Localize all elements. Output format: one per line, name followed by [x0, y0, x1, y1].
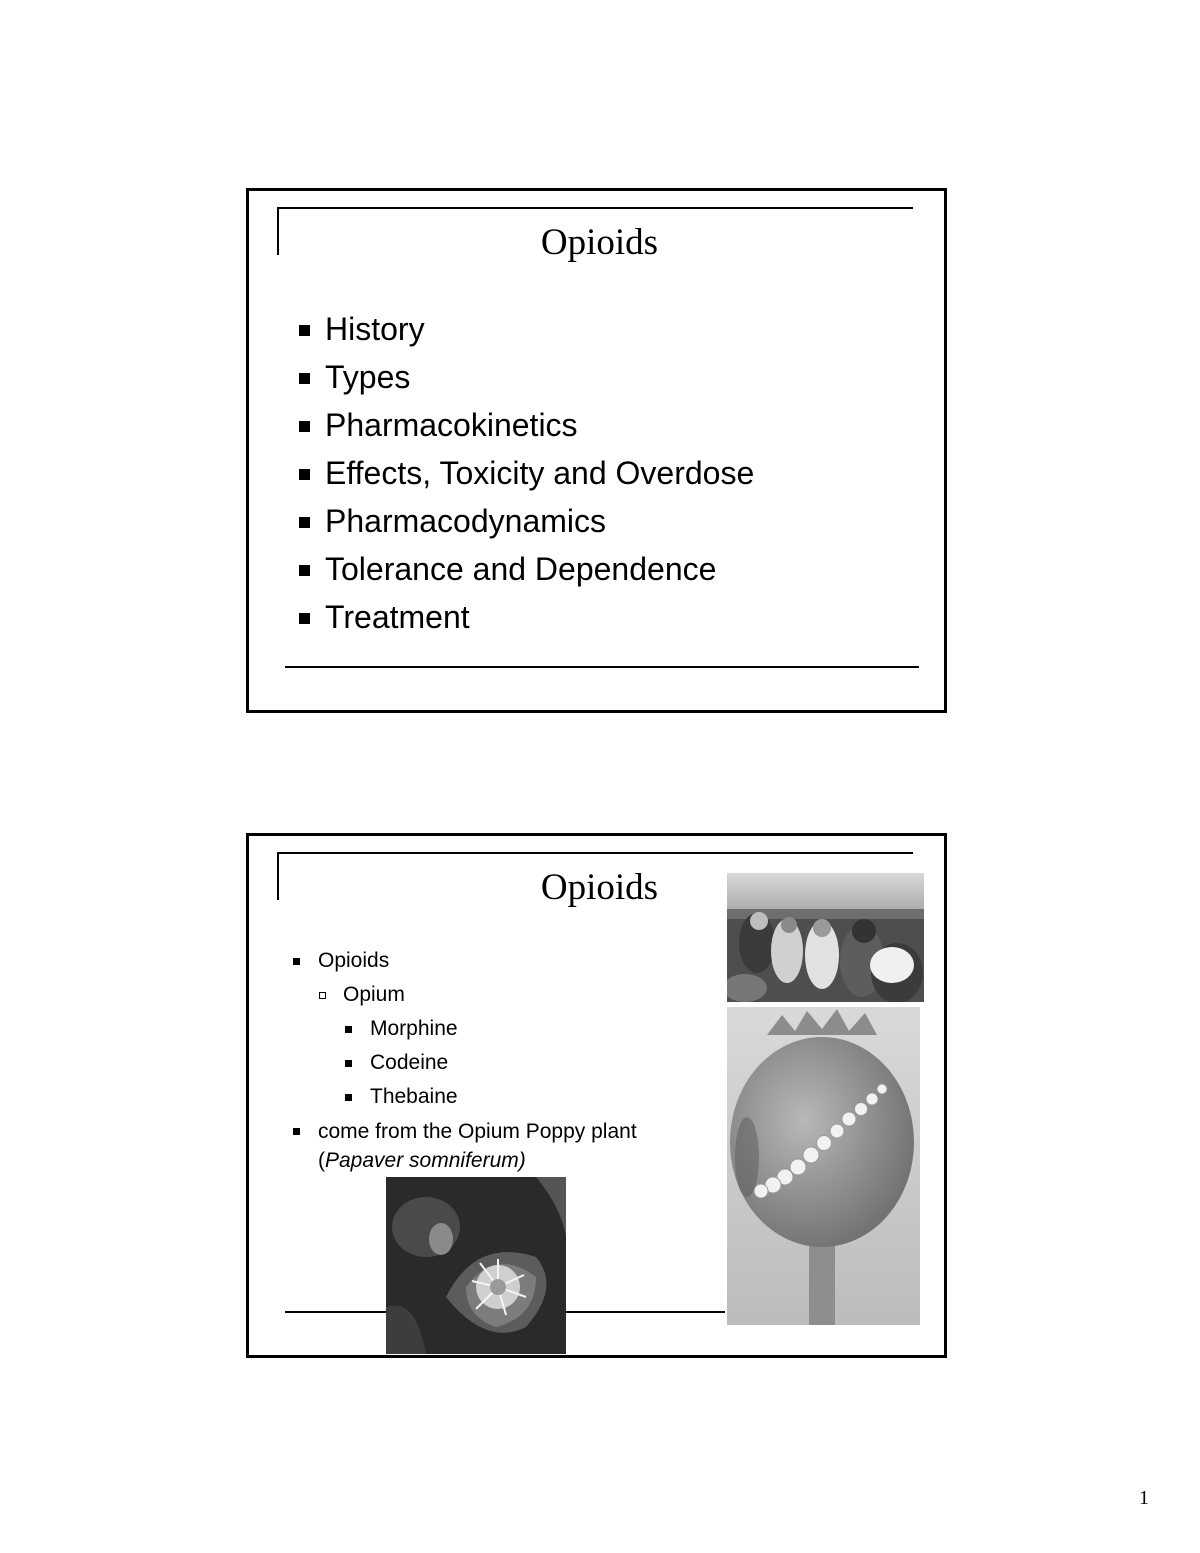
list-item [291, 1114, 711, 1175]
scientific-name: Papaver somniferum) [325, 1149, 526, 1172]
opioid-source-list [291, 944, 711, 1175]
list-item: Opioids [291, 944, 711, 978]
topic-item: History [299, 305, 754, 353]
list-item-text: come from the Opium Poppy plant [318, 1120, 637, 1143]
topic-item: Treatment [299, 593, 754, 641]
paren-open: ( [318, 1149, 325, 1172]
slide-title: Opioids [540, 867, 659, 908]
topic-item: Pharmacokinetics [299, 401, 754, 449]
poppy-seed-pod-photo [727, 1007, 920, 1325]
slide-frame-top-line [277, 207, 913, 209]
list-item: Codeine [291, 1046, 711, 1080]
slide-1 [246, 188, 947, 713]
list-item: Morphine [291, 1012, 711, 1046]
slide-2 [246, 833, 947, 1358]
topic-list [299, 305, 754, 641]
topic-item: Tolerance and Dependence [299, 545, 754, 593]
poppy-flower-photo [386, 1177, 566, 1354]
topic-item: Types [299, 353, 754, 401]
slide-frame-bottom-line [285, 666, 919, 668]
list-item: Opium [291, 978, 711, 1012]
poppy-field-farmers-photo [727, 873, 924, 1002]
topic-item: Effects, Toxicity and Overdose [299, 449, 754, 497]
list-item: Thebaine [291, 1080, 711, 1114]
topic-item: Pharmacodynamics [299, 497, 754, 545]
page-number: 1 [1139, 1487, 1149, 1509]
slide-frame-top-line [277, 852, 913, 854]
slide-title: Opioids [540, 222, 659, 263]
